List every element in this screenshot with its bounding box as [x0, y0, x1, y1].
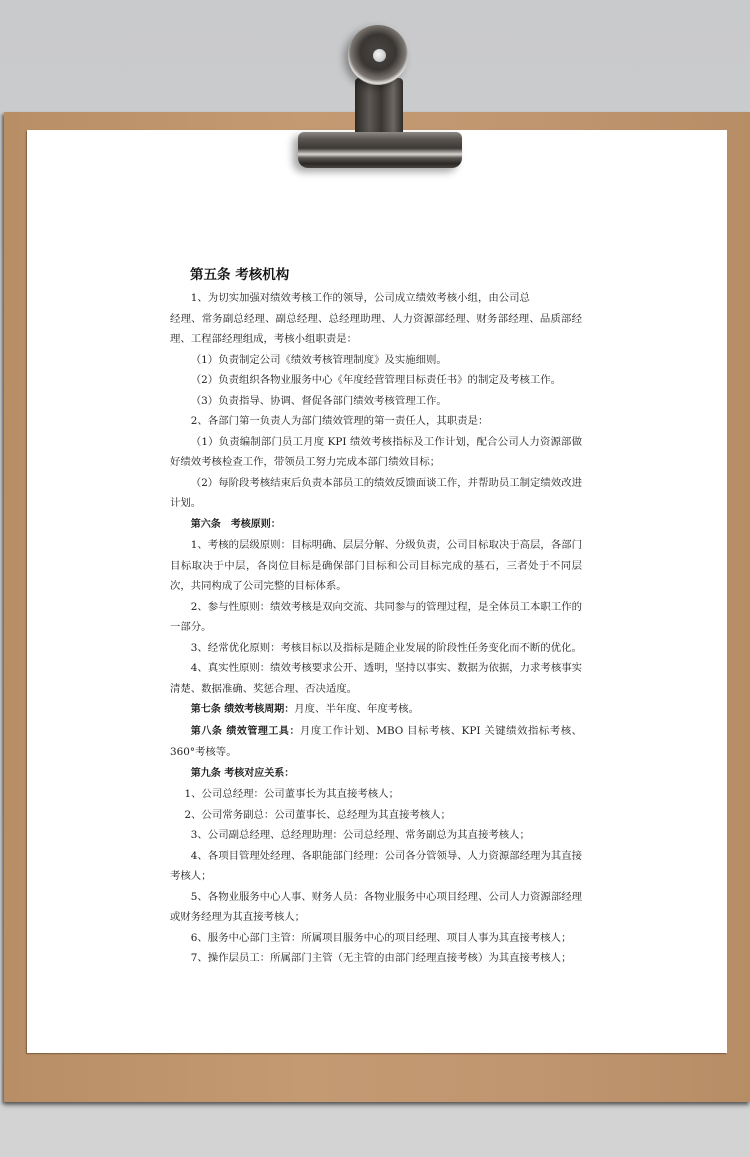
section9-item: 4、各项目管理处经理、各职能部门经理：公司各分管领导、人力资源部经理为其直接考核人； — [170, 849, 582, 882]
section6-item: 3、经常优化原则：考核目标以及指标是随企业发展的阶段性任务变化而不断的优化。 — [190, 641, 582, 654]
section6-item: 1、考核的层级原则：目标明确、层层分解、分级负责，公司目标取决于高层，各部门目标取决于中层，各岗位目标是确保部门目标和公司目标完成的基石，三者处于不同层次，共同构成了公司完整的目标体系。 — [170, 539, 582, 592]
section9-item: 3、公司副总经理、总经理助理：公司总经理、常务副总为其直接考核人； — [190, 829, 530, 841]
section9-title: 第九条 考核对应关系： — [190, 767, 295, 779]
clip-jaw — [298, 132, 462, 168]
section5-p1: 1、为切实加强对绩效考核工作的领导，公司成立绩效考核小组，由公司总 — [190, 292, 530, 304]
section8-text: 月度工作计划、MBO 目标考核、KPI 关键绩效指标考核、360°考核等。 — [170, 724, 582, 758]
clip-neck — [355, 78, 403, 133]
section9-item: 6、服务中心部门主管：所属项目服务中心的项目经理、项目人事为其直接考核人； — [190, 931, 572, 944]
section5-title: 第五条 考核机构 — [190, 267, 290, 283]
section9-item: 1、公司总经理：公司董事长为其直接考核人； — [184, 788, 399, 800]
section7 — [170, 699, 582, 721]
section5-p2-item: （2）每阶段考核结束后负责本部员工的绩效反馈面谈工作，并帮助员工制定绩效改进计划。 — [170, 476, 582, 509]
section6-title: 第六条 考核原则： — [190, 518, 281, 530]
section8 — [170, 721, 582, 763]
section5-p2-item: （1）负责编制部门员工月度 KPI 绩效考核指标及工作计划，配合公司人力资源部做好绩效考核检查工作，带领员工努力完成本部门绩效目标； — [170, 435, 582, 468]
section5-duty: （2）负责组织各物业服务中心《年度经营管理目标责任书》的制定及考核工作。 — [190, 374, 562, 386]
section8-title: 第八条 绩效管理工具： — [190, 725, 300, 737]
section6-item: 4、真实性原则：绩效考核要求公开、透明，坚持以事实、数据为依据，力求考核事实清楚、数据准确、奖惩合理、否决适度。 — [170, 662, 582, 695]
document-content — [170, 265, 582, 969]
section5-duty: （3）负责指导、协调、督促各部门绩效考核管理工作。 — [190, 394, 447, 407]
section9-item: 5、各物业服务中心人事、财务人员：各物业服务中心项目经理、公司人力资源部经理或财务经理为其直接考核人； — [170, 890, 582, 923]
section5-p1-cont: 经理、常务副总经理、副总经理、总经理助理、人力资源部经理、财务部经理、品质部经理、工程部经理组成，考核小组职责是： — [170, 312, 582, 345]
section9-item: 7、操作层员工：所属部门主管（无主管的由部门经理直接考核）为其直接考核人； — [190, 952, 572, 964]
section7-text: 月度、半年度、年度考核。 — [294, 703, 419, 715]
section7-title: 第七条 绩效考核周期： — [190, 704, 295, 715]
section5-duty: （1）负责制定公司《绩效考核管理制度》及实施细则。 — [190, 353, 447, 366]
section6-item: 2、参与性原则：绩效考核是双向交流、共同参与的管理过程，是全体员工本职工作的一部分。 — [170, 600, 582, 633]
clip-ring-hole — [373, 49, 386, 62]
section9-item: 2、公司常务副总：公司董事长、总经理为其直接考核人； — [184, 808, 451, 821]
section5-p2: 2、各部门第一负责人为部门绩效管理的第一责任人，其职责是： — [190, 415, 489, 427]
